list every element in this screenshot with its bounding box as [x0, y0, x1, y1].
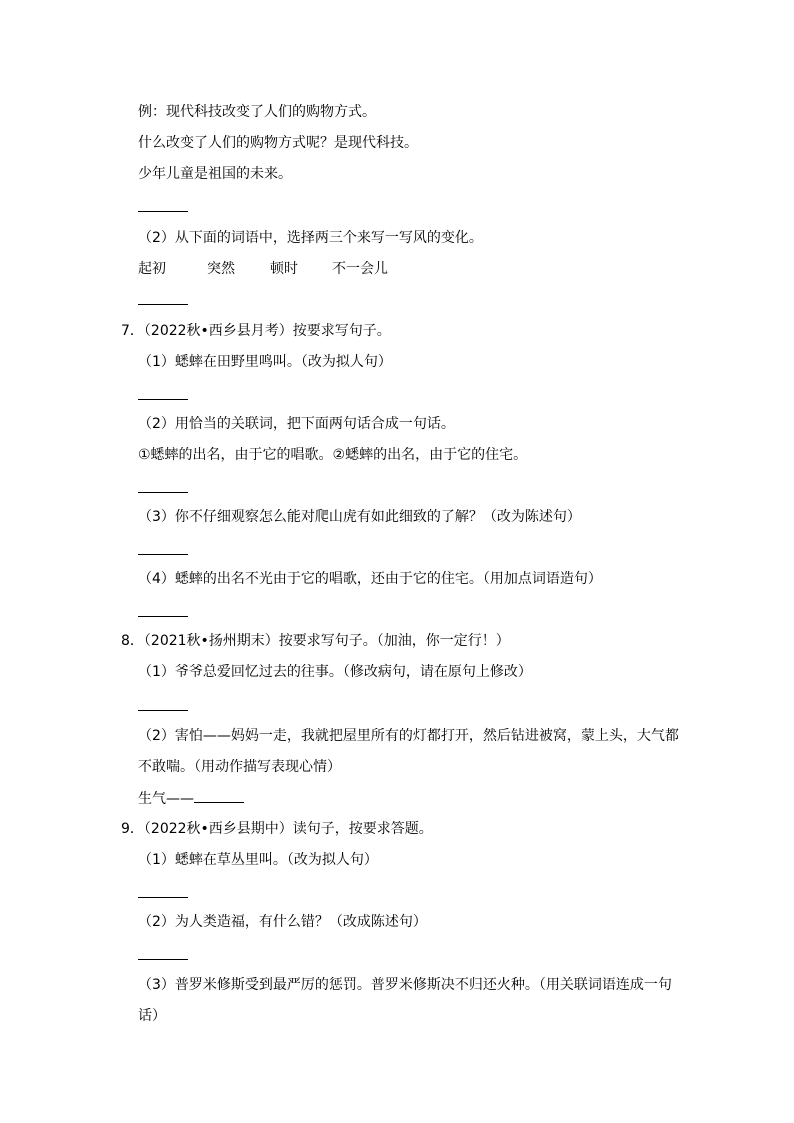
answer-blank[interactable]	[138, 554, 188, 555]
q7-part-2: （2）用恰当的关联词，把下面两句话合成一句话。	[138, 416, 455, 432]
q9-part-2: （2）为人类造福，有什么错？（改成陈述句）	[138, 914, 427, 930]
example-line-3: 少年儿童是祖国的未来。	[138, 166, 292, 182]
answer-blank[interactable]	[138, 304, 188, 305]
answer-blank[interactable]	[138, 399, 188, 400]
question-9-title: 9．（2022秋•西乡县期中）读句子，按要求答题。	[121, 821, 433, 837]
answer-blank[interactable]	[138, 959, 188, 960]
q7-part-3: （3）你不仔细观察怎么能对爬山虎有如此细致的了解？（改为陈述句）	[138, 509, 581, 525]
q8-part-1: （1）爷爷总爱回忆过去的往事。（修改病句，请在原句上修改）	[138, 664, 532, 680]
word-item: 不一会儿	[332, 261, 388, 277]
q7-part-4: （4）蟋蟀的出名不光由于它的唱歌，还由于它的住宅。（用加点词语造句）	[138, 571, 602, 587]
q8-part-2-line-3	[138, 788, 244, 809]
answer-blank[interactable]	[138, 616, 188, 617]
q8-part-2-line-2: 不敢喘。（用动作描写表现心情）	[138, 759, 341, 775]
q7-part-2-sentences: ①蟋蟀的出名，由于它的唱歌。②蟋蟀的出名，由于它的住宅。	[138, 447, 528, 463]
q9-part-3-line-1: （3）普罗米修斯受到最严厉的惩罚。普罗米修斯决不归还火种。（用关联词语连成一句	[138, 977, 672, 993]
answer-blank[interactable]	[138, 710, 188, 711]
word-list	[138, 259, 388, 279]
example-line-1: 例：现代科技改变了人们的购物方式。	[138, 104, 376, 120]
q8-emotion-label: 生气——	[138, 791, 194, 807]
q8-part-2-line-1: （2）害怕——妈妈一走，我就把屋里所有的灯都打开，然后钻进被窝，蒙上头，大气都	[138, 728, 679, 744]
q9-part-3-line-2: 话）	[138, 1008, 166, 1024]
question-8-title: 8．（2021秋•扬州期末）按要求写句子。（加油，你一定行！）	[121, 633, 510, 649]
example-line-2: 什么改变了人们的购物方式呢？是现代科技。	[138, 135, 418, 151]
answer-blank[interactable]	[194, 788, 244, 803]
q9-part-1: （1）蟋蟀在草丛里叫。（改为拟人句）	[138, 852, 378, 868]
answer-blank[interactable]	[138, 211, 188, 212]
word-item: 突然	[207, 261, 235, 277]
wind-prompt: （2）从下面的词语中，选择两三个来写一写风的变化。	[138, 230, 483, 246]
q7-part-1: （1）蟋蟀在田野里鸣叫。（改为拟人句）	[138, 354, 392, 370]
word-item: 顿时	[270, 261, 298, 277]
answer-blank[interactable]	[138, 897, 188, 898]
answer-blank[interactable]	[138, 492, 188, 493]
question-7-title: 7．（2022秋•西乡县月考）按要求写句子。	[121, 323, 391, 339]
word-item: 起初	[138, 261, 166, 277]
